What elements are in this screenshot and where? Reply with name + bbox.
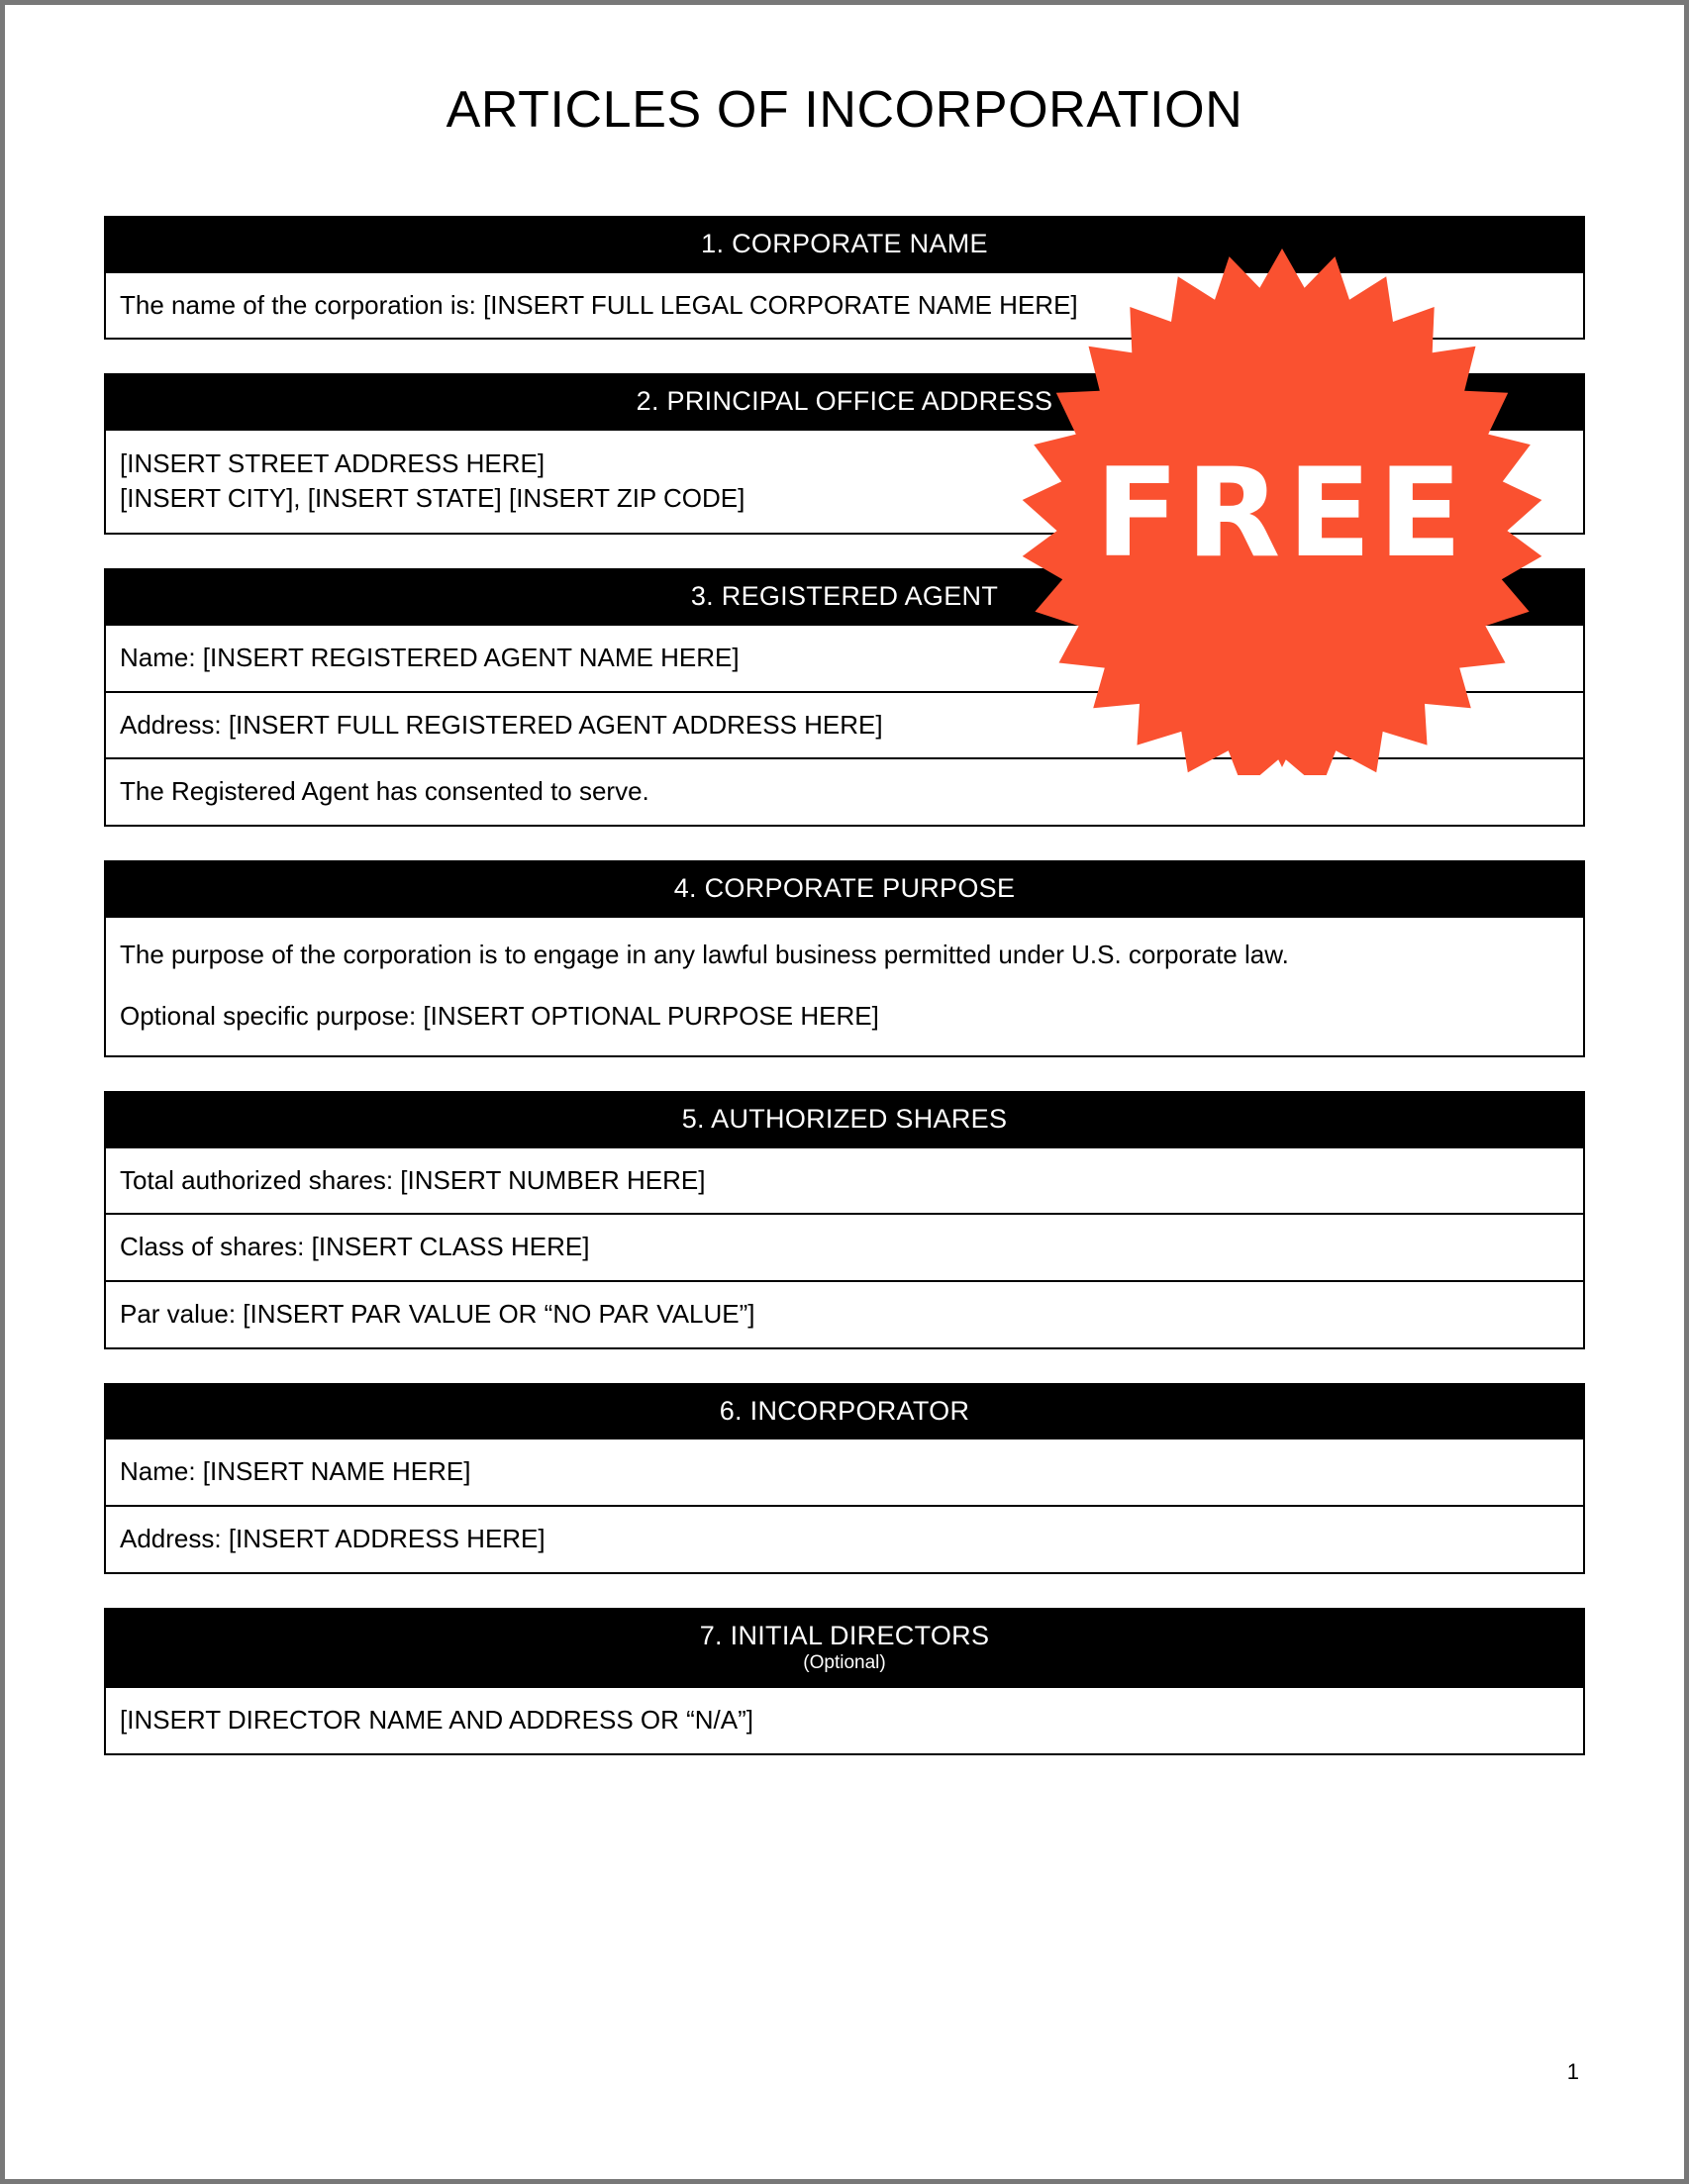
section-heading: 4. CORPORATE PURPOSE: [673, 873, 1016, 904]
row-line: The name of the corporation is: [INSERT FULL LEGAL CORPORATE NAME HERE]: [120, 289, 1078, 320]
section-row[interactable]: [106, 1148, 1583, 1216]
row-line: Par value: [INSERT PAR VALUE OR “NO PAR VALUE”]: [120, 1299, 755, 1330]
row-line: Total authorized shares: [INSERT NUMBER HERE]: [120, 1164, 706, 1195]
section-header-4: [104, 860, 1585, 917]
row-line: Name: [INSERT REGISTERED AGENT NAME HERE]: [120, 642, 740, 672]
section-heading: 5. AUTHORIZED SHARES: [681, 1104, 1008, 1135]
section-subheading: (Optional): [803, 1652, 886, 1674]
section-heading: 1. CORPORATE NAME: [701, 229, 988, 259]
section-body-4: [104, 918, 1585, 1058]
section-header-6: [104, 1383, 1585, 1439]
row-line: Address: [INSERT FULL REGISTERED AGENT ADDRESS HERE]: [120, 709, 883, 740]
page-title: ARTICLES OF INCORPORATION: [446, 81, 1243, 139]
row-line: The purpose of the corporation is to engage in any lawful business permitted under U.S. corporate law.: [120, 939, 1289, 969]
section-body-5: [104, 1148, 1585, 1349]
row-line: Class of shares: [INSERT CLASS HERE]: [120, 1232, 590, 1262]
section-row[interactable]: [106, 1439, 1583, 1507]
row-line: [INSERT STREET ADDRESS HERE]: [120, 447, 546, 478]
row-line: Name: [INSERT NAME HERE]: [120, 1456, 471, 1487]
row-line: [INSERT DIRECTOR NAME AND ADDRESS OR “N/A”]: [120, 1705, 753, 1736]
row-line: [INSERT CITY], [INSERT STATE] [INSERT ZIP CODE]: [120, 482, 745, 513]
section-row[interactable]: [106, 1688, 1583, 1753]
section-4: [104, 860, 1585, 1057]
section-row[interactable]: [106, 1282, 1583, 1347]
section-header-7: [104, 1608, 1585, 1688]
row-line: Address: [INSERT ADDRESS HERE]: [120, 1524, 546, 1554]
section-row[interactable]: [106, 1215, 1583, 1282]
section-header-5: [104, 1091, 1585, 1147]
section-heading: 2. PRINCIPAL OFFICE ADDRESS: [636, 386, 1053, 417]
section-row[interactable]: [106, 1507, 1583, 1572]
section-6: [104, 1383, 1585, 1574]
page-number: 1: [1566, 2059, 1579, 2084]
free-badge[interactable]: [1015, 241, 1549, 775]
section-body-7: [104, 1688, 1585, 1755]
section-row[interactable]: [106, 918, 1583, 1056]
section-heading: 3. REGISTERED AGENT: [690, 581, 999, 612]
free-badge-label: FREE: [1095, 443, 1469, 585]
section-body-6: [104, 1439, 1585, 1574]
section-7: [104, 1608, 1585, 1755]
row-line: The Registered Agent has consented to serve.: [120, 776, 649, 807]
row-line: Optional specific purpose: [INSERT OPTIONAL PURPOSE HERE]: [120, 1001, 879, 1032]
section-heading: 6. INCORPORATOR: [719, 1396, 970, 1427]
section-5: [104, 1091, 1585, 1349]
section-heading: 7. INITIAL DIRECTORS: [699, 1621, 990, 1651]
